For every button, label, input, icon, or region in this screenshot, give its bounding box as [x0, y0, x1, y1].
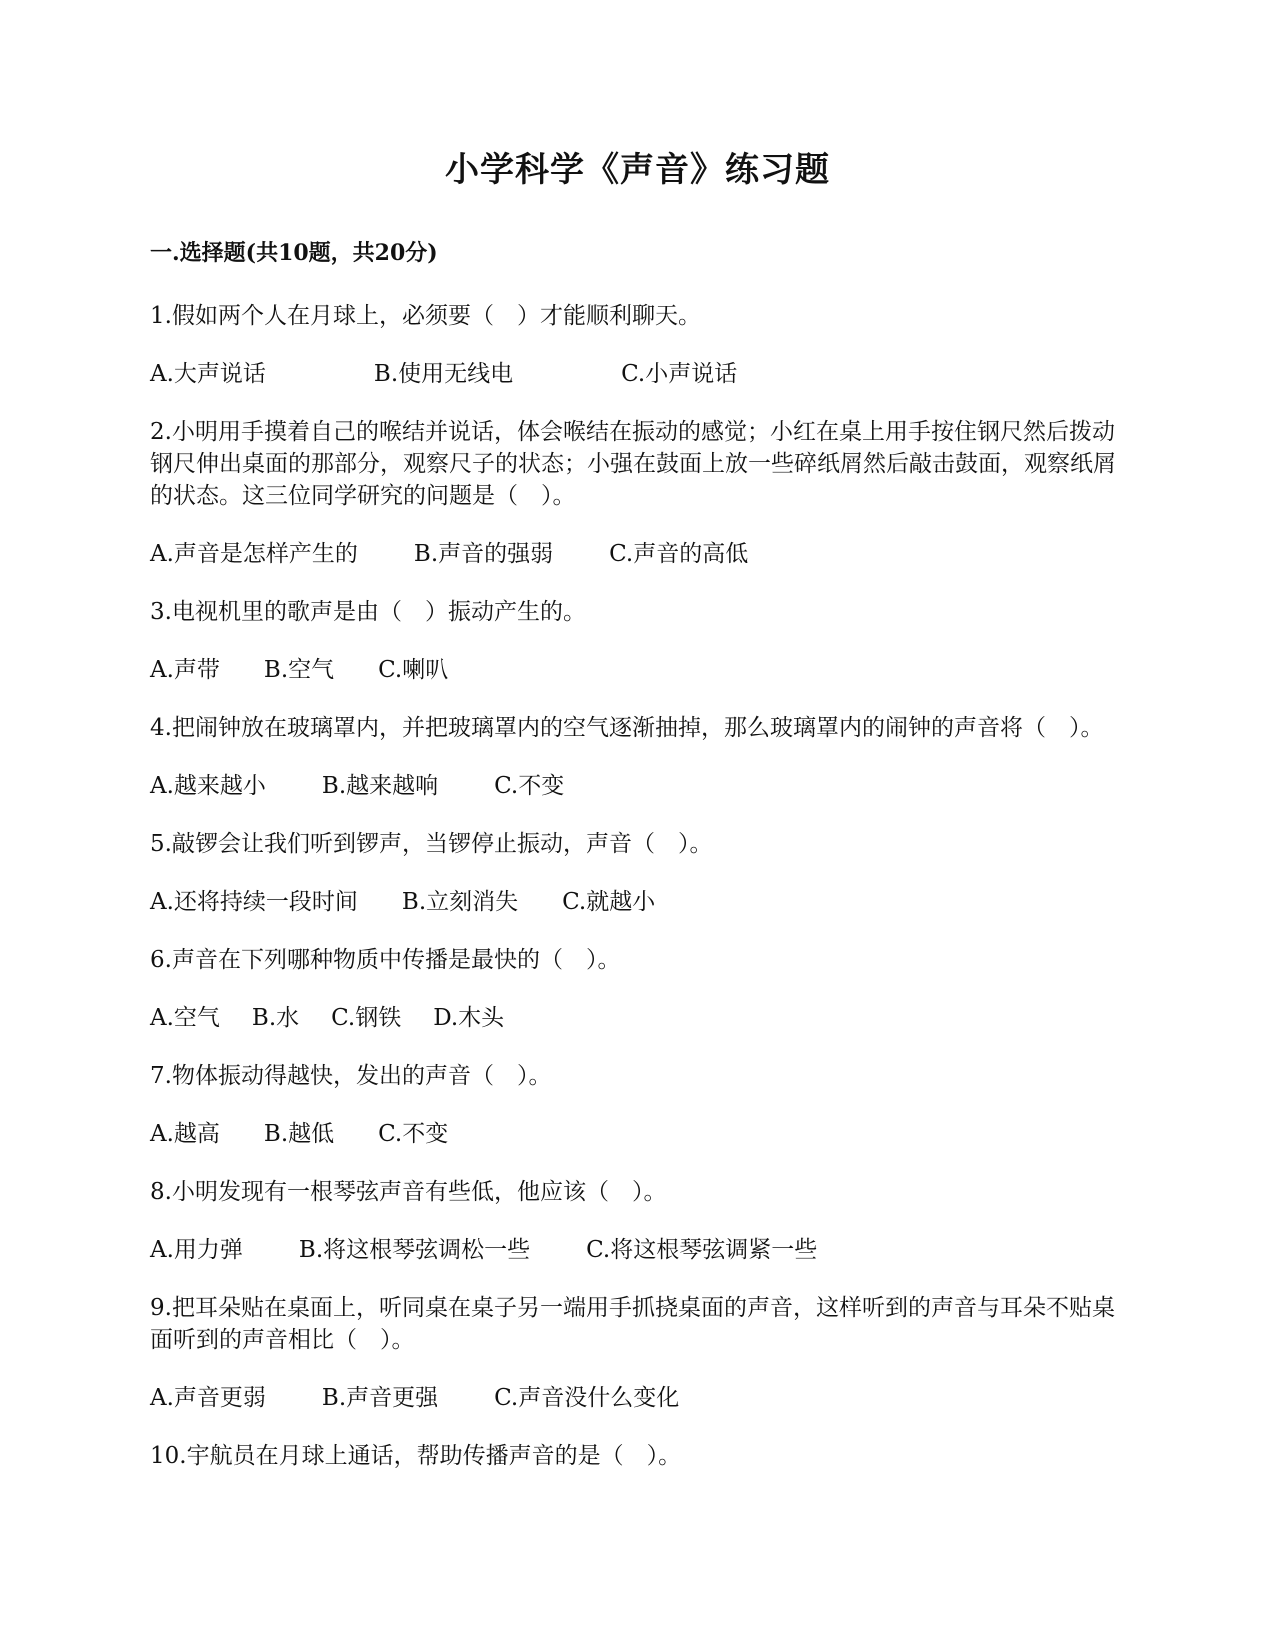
question-4-option-a: A.越来越小: [150, 773, 266, 799]
question-9-option-b: B.声音更强: [321, 1385, 439, 1411]
question-3-option-a: A.声带: [150, 657, 220, 683]
question-5-option-a: A.还将持续一段时间: [150, 889, 358, 915]
question-6-stem: 6.声音在下列哪种物质中传播是最快的（ ）。: [150, 947, 621, 973]
question-6-options: [150, 1002, 1130, 1034]
question-3-options: [150, 654, 1130, 686]
section-heading: 一.选择题(共10题，共20分): [150, 240, 438, 266]
question-9-option-c: C.声音没什么变化: [494, 1385, 680, 1411]
question-5-options: [150, 886, 1130, 918]
question-4-option-b: B.越来越响: [321, 773, 439, 799]
question-9-option-a: A.声音更弱: [150, 1385, 266, 1411]
question-4-options: [150, 770, 1130, 802]
question-7-options: [150, 1118, 1130, 1150]
page-title: 小学科学《声音》练习题: [445, 150, 830, 190]
question-1-option-b: B.使用无线电: [373, 361, 514, 387]
question-5-option-c: C.就越小: [562, 889, 656, 915]
question-6-option-a: A.空气: [150, 1005, 220, 1031]
question-7-stem: 7.物体振动得越快，发出的声音（ ）。: [150, 1063, 552, 1089]
question-9-stem: 9.把耳朵贴在桌面上，听同桌在桌子另一端用手抓挠桌面的声音，这样听到的声音与耳朵不贴桌面听到的声音相比（ ）。: [150, 1295, 1115, 1353]
question-8-option-c: C.将这根琴弦调紧一些: [586, 1237, 818, 1263]
question-8-option-a: A.用力弹: [150, 1237, 243, 1263]
question-8-options: [150, 1234, 1130, 1266]
question-8-stem: 8.小明发现有一根琴弦声音有些低，他应该（ ）。: [150, 1179, 667, 1205]
question-2-option-b: B.声音的强弱: [413, 541, 554, 567]
question-2-option-a: A.声音是怎样产生的: [150, 541, 358, 567]
question-10-stem: 10.宇航员在月球上通话，帮助传播声音的是（ ）。: [150, 1443, 682, 1469]
question-1-option-c: C.小声说话: [621, 361, 738, 387]
question-9-options: [150, 1382, 1130, 1414]
question-5-stem: 5.敲锣会让我们听到锣声，当锣停止振动，声音（ ）。: [150, 831, 713, 857]
question-1-options: [150, 358, 1130, 390]
question-2-option-c: C.声音的高低: [609, 541, 749, 567]
question-7-option-c: C.不变: [378, 1121, 449, 1147]
question-6-option-c: C.钢铁: [331, 1005, 402, 1031]
question-2-stem: 2.小明用手摸着自己的喉结并说话，体会喉结在振动的感觉；小红在桌上用手按住钢尺然后拨动钢尺伸出桌面的那部分，观察尺子的状态；小强在鼓面上放一些碎纸屑然后敲击鼓面，观察纸屑的状态。这三位同学研究的问题是（ ）。: [150, 419, 1116, 509]
question-6-option-b: B.水: [251, 1005, 300, 1031]
question-3-option-c: C.喇叭: [378, 657, 449, 683]
question-3-option-b: B.空气: [263, 657, 335, 683]
question-2-options: [150, 538, 1130, 570]
question-7-option-a: A.越高: [150, 1121, 220, 1147]
question-1-stem: 1.假如两个人在月球上，必须要（ ）才能顺利聊天。: [150, 303, 701, 329]
question-6-option-d: D.木头: [433, 1005, 505, 1031]
question-3-stem: 3.电视机里的歌声是由（ ）振动产生的。: [150, 599, 586, 625]
question-list: [150, 300, 1130, 1498]
question-4-option-c: C.不变: [494, 773, 565, 799]
question-7-option-b: B.越低: [263, 1121, 335, 1147]
question-5-option-b: B.立刻消失: [401, 889, 519, 915]
question-4-stem: 4.把闹钟放在玻璃罩内，并把玻璃罩内的空气逐渐抽掉，那么玻璃罩内的闹钟的声音将（ ）。: [150, 715, 1104, 741]
question-8-option-b: B.将这根琴弦调松一些: [298, 1237, 531, 1263]
question-1-option-a: A.大声说话: [150, 361, 266, 387]
